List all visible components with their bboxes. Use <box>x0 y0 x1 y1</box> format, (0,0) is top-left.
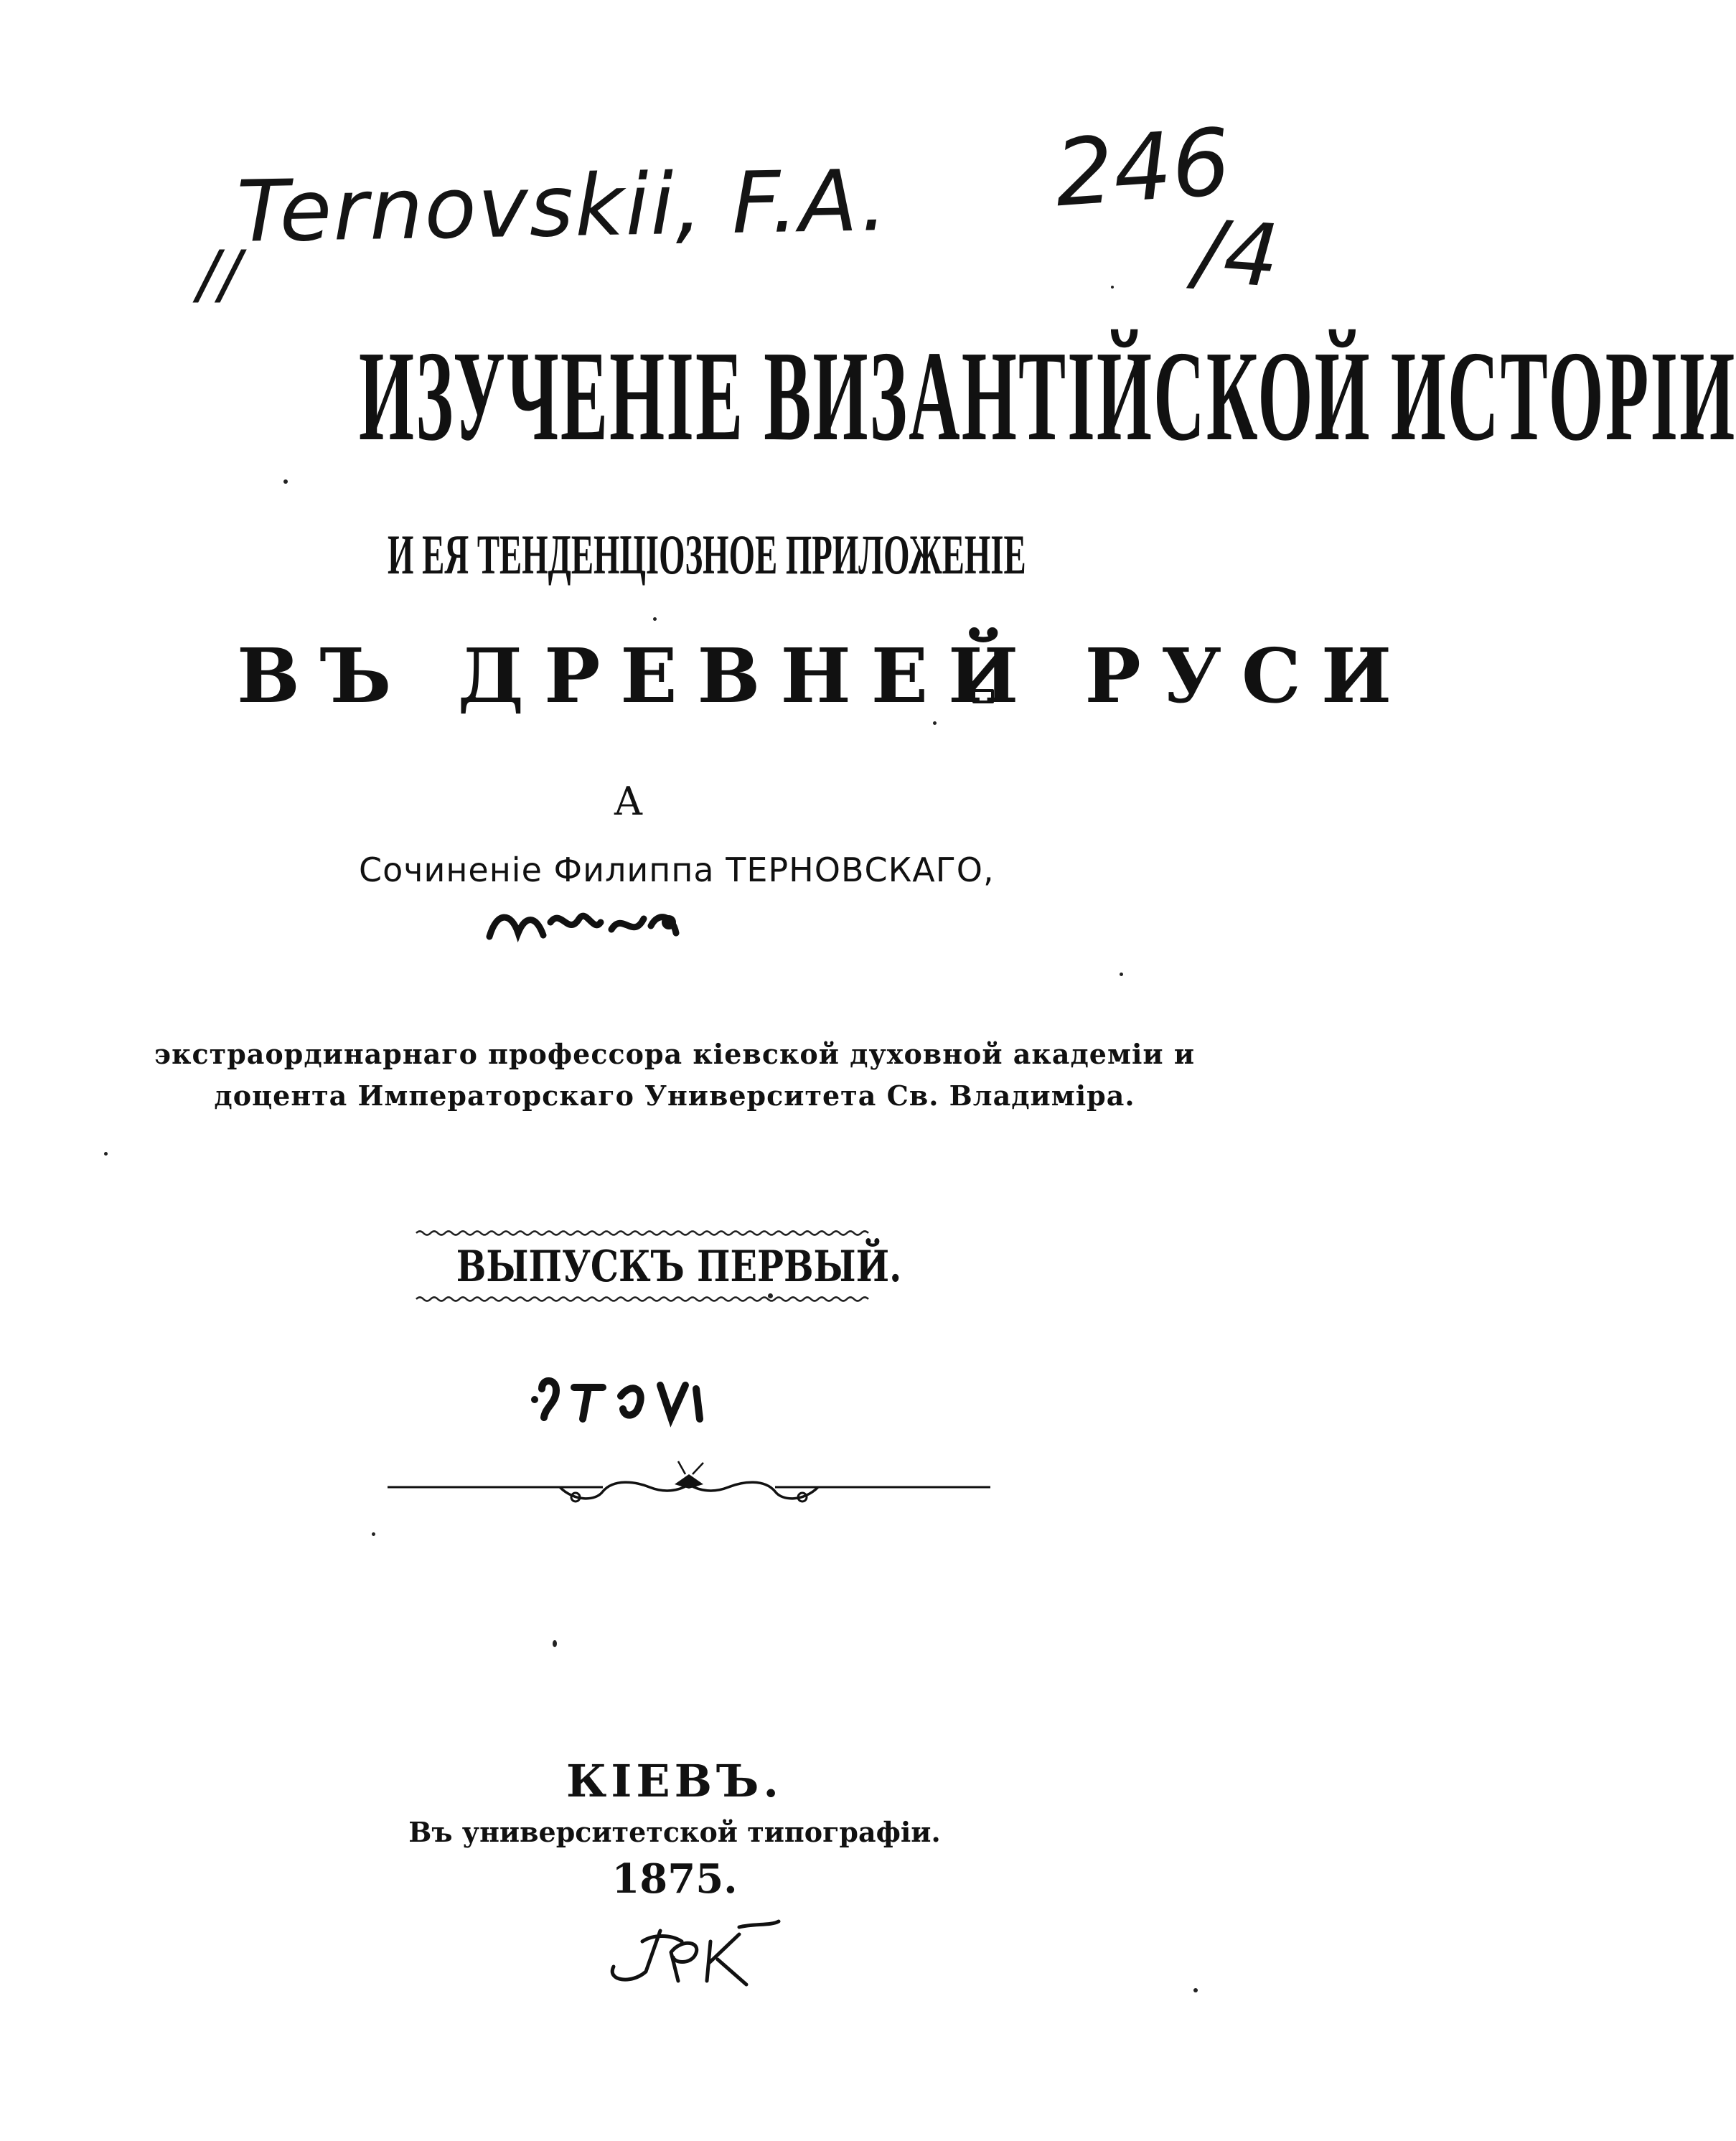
paper-speck <box>768 1293 773 1298</box>
paper-speck <box>372 1532 375 1536</box>
paper-speck <box>1111 286 1114 289</box>
paper-speck <box>1193 1988 1198 1992</box>
imprint-year: 1875. <box>611 1855 738 1903</box>
main-title: ИЗУЧЕНІЕ ВИЗАНТІЙСКОЙ ИСТОРІИ <box>359 324 1736 467</box>
handwritten-author-note: Ternovskii, F.A. <box>235 151 890 261</box>
issue-block <box>416 1229 902 1293</box>
ornamental-rule <box>388 1457 990 1514</box>
subtitle-place: ВЪ ДРЕВНЕЙ РУСИ <box>237 632 1412 720</box>
paper-speck <box>1120 973 1123 976</box>
paper-speck <box>553 1640 557 1647</box>
paper-speck <box>933 721 937 725</box>
paper-speck <box>653 617 657 621</box>
ink-mark <box>972 689 994 703</box>
issue-label: ВЫПУСКЪ ПЕРВЫЙ. <box>456 1242 902 1292</box>
small-letter-mark: А <box>614 779 643 824</box>
library-stamp <box>531 1367 718 1432</box>
author-line: Сочиненіе Филиппа ТЕРНОВСКАГО, <box>359 851 995 889</box>
paper-speck <box>283 479 288 484</box>
ink-smudge-ornament <box>482 901 683 951</box>
author-affiliation: экстраординарнаго профессора кіевской духовной академіи и доцента Императорскаго Университета Св. Владиміра. <box>154 1038 1196 1112</box>
paper-speck <box>104 1152 108 1156</box>
wavy-rule-bottom <box>416 1295 861 1303</box>
handwritten-shelfmark: 246 <box>1051 108 1234 228</box>
subtitle: И ЕЯ ТЕНДЕНЦІОЗНОЕ ПРИЛОЖЕНІЕ <box>388 523 1026 586</box>
imprint-press: Въ университетской типографіи. <box>408 1816 941 1848</box>
imprint-city: КІЕВЪ. <box>566 1755 783 1807</box>
wavy-rule-top <box>416 1229 861 1237</box>
handwritten-left-mark: // <box>197 237 241 312</box>
handwritten-shelfmark-suffix: /4 <box>1191 202 1282 307</box>
handwritten-signature <box>603 1913 782 1992</box>
